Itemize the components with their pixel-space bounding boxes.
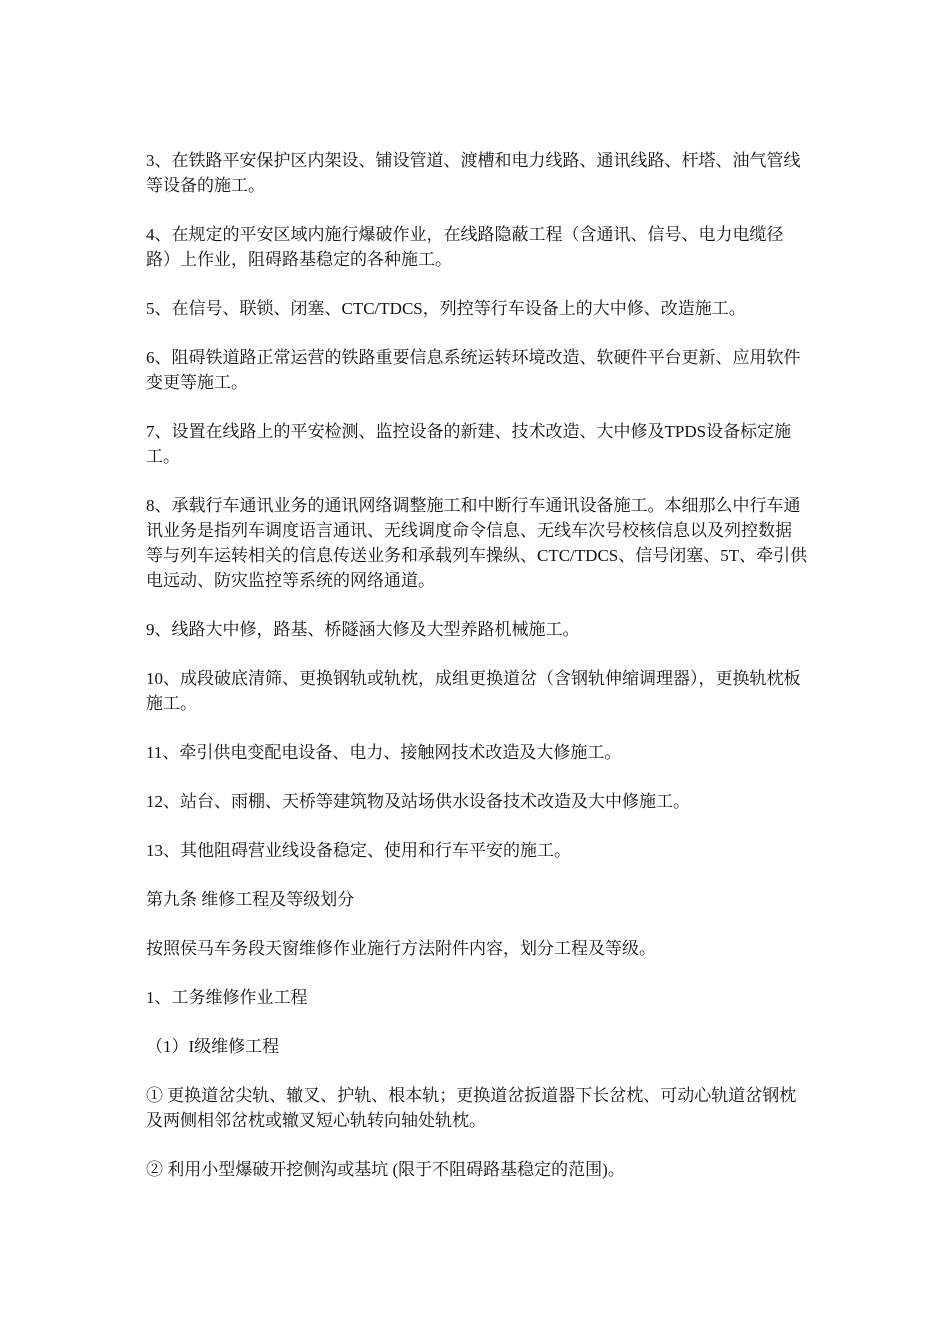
paragraph-item-12: 12、站台、雨棚、天桥等建筑物及站场供水设备技术改造及大中修施工。 (146, 792, 690, 811)
level-heading: （1）I级维修工程 (146, 1037, 280, 1056)
paragraph-item-3: 3、在铁路平安保护区内架设、铺设管道、渡槽和电力线路、通讯线路、杆塔、油气管线等设备的施工。 (146, 151, 801, 195)
paragraph-item-11: 11、牵引供电变配电设备、电力、接触网技术改造及大修施工。 (146, 743, 622, 762)
circled-item-2: ② 利用小型爆破开挖侧沟或基坑 (限于不阻碍路基稳定的范围)。 (146, 1160, 625, 1179)
paragraph-item-13: 13、其他阻碍营业线设备稳定、使用和行车平安的施工。 (146, 841, 571, 860)
paragraph-item-6: 6、阻碍铁道路正常运营的铁路重要信息系统运转环境改造、软硬件平台更新、应用软件变更等施工。 (146, 348, 801, 392)
paragraph-item-7: 7、设置在线路上的平安检测、监控设备的新建、技术改造、大中修及TPDS设备标定施工。 (146, 422, 792, 466)
subsection-heading: 1、工务维修作业工程 (146, 988, 308, 1007)
circled-item-1: ① 更换道岔尖轨、辙叉、护轨、根本轨；更换道岔扳道器下长岔枕、可动心轨道岔钢枕及两侧相邻岔枕或辙叉短心轨转向轴处轨枕。 (146, 1086, 797, 1130)
paragraph-item-5: 5、在信号、联锁、闭塞、CTC/TDCS，列控等行车设备上的大中修、改造施工。 (146, 299, 746, 318)
document-page (146, 148, 808, 1206)
paragraph-item-9: 9、线路大中修，路基、桥隧涵大修及大型养路机械施工。 (146, 620, 580, 639)
paragraph-item-10: 10、成段破底清筛、更换钢轨或轨枕，成组更换道岔（含钢轨伸缩调理器），更换轨枕板施工。 (146, 669, 801, 713)
section-heading: 第九条 维修工程及等级划分 (146, 890, 355, 909)
section-intro: 按照侯马车务段天窗维修作业施行方法附件内容，划分工程及等级。 (146, 939, 656, 958)
paragraph-item-4: 4、在规定的平安区域内施行爆破作业，在线路隐蔽工程（含通讯、信号、电力电缆径路）上作业，阻碍路基稳定的各种施工。 (146, 225, 784, 269)
paragraph-item-8: 8、承载行车通讯业务的通讯网络调整施工和中断行车通讯设备施工。本细那么中行车通讯业务是指列车调度语言通讯、无线调度命令信息、无线车次号校核信息以及列控数据等与列车运转相关的信息传送业务和承载列车操纵、CTC/TDCS、信号闭塞、5T、牵引供电远动、防灾监控等系统的网络通道。 (146, 496, 808, 590)
